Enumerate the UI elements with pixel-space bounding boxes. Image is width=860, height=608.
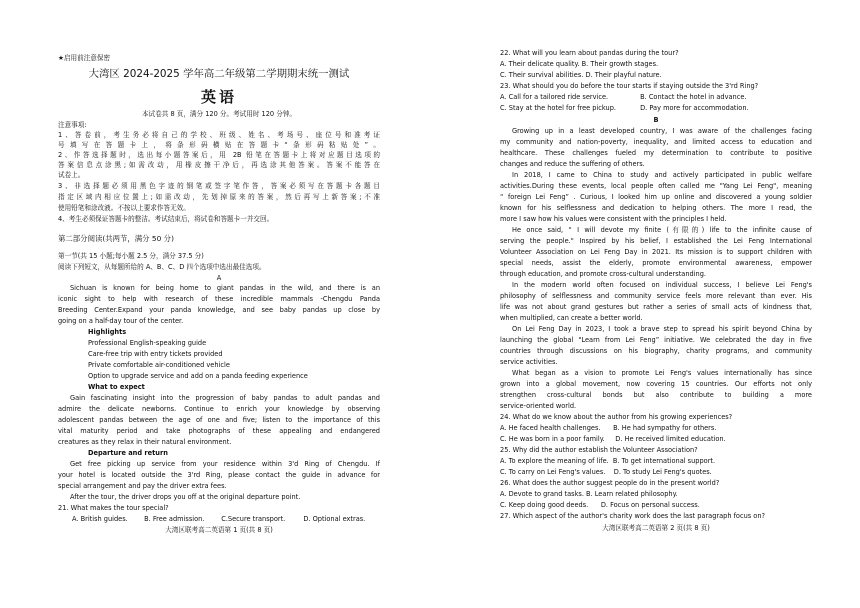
reading-instructions: 阅读下列短文，从每题所给的 A、B、C、D 四个选项中选出最佳选项。: [58, 263, 266, 271]
question-25-options[interactable]: C. To carry on Lei Feng's values. D. To study Lei Feng's quotes.: [500, 468, 712, 476]
confidential-label: ★启用前注意保密: [58, 54, 111, 62]
page-footer: 大湾区联考高二英语第 2 页(共 8 页): [602, 524, 710, 532]
exam-title: 大湾区 2024-2025 学年高二年级第二学期期末统一测试: [88, 68, 350, 80]
question-21: 21. What makes the tour special?: [58, 504, 169, 512]
question-23: 23. What should you do before the tour starts if staying outside the 3'rd Ring?: [500, 82, 759, 90]
passage-line: In 2018, I came to China to study and actively participated in public welfare: [512, 171, 812, 179]
highlight-item: Private comfortable air-conditioned vehicle: [88, 361, 230, 369]
passage-line: my community and nation-poverty, inequality, and limited access to education and: [500, 138, 812, 146]
highlight-item: Professional English-speaking guide: [88, 339, 207, 347]
passage-line: special arrangement and pay the driver extra fees.: [58, 482, 227, 490]
expect-heading: What to expect: [88, 383, 145, 391]
option-d[interactable]: D. Optional extras.: [303, 515, 366, 523]
question-24-options[interactable]: A. He faced health challenges. B. He had sympathy for others.: [500, 424, 717, 432]
notice-line: 3、非选择题必须用黑色字迹的钢笔或签字笔作答，答案必须写在答题卡各题目: [58, 182, 380, 190]
option-a[interactable]: A. Call for a tailored ride service.: [500, 93, 609, 101]
notice-line: 1、答卷前，考生务必将自己的学校、班级、姓名、考场号、座位号和准考证: [58, 131, 380, 139]
passage-a-letter: A: [216, 274, 222, 282]
passage-line: your hotel is located outside the 3'rd Ring, please contact the guide in advance for: [58, 471, 380, 479]
passage-line: He once said, “ I will devote my finite (有限的) life to the infinite cause of: [512, 226, 812, 234]
notice-line: 4、考生必须保证答题卡的整洁。考试结束后，将试卷和答题卡一并交回。: [58, 215, 274, 223]
passage-line: life was not about grand gestures but rather a series of small acts of kindness that,: [500, 303, 812, 311]
highlights-heading: Highlights: [88, 328, 127, 336]
notice-line: 答案信息点涂黑;如需改动，用橡皮擦干净后，再选涂其他答案。答案不能答在: [58, 161, 380, 169]
passage-line: Gain fascinating insight into the progression of baby pandas to adult pandas and: [70, 394, 380, 402]
option-a[interactable]: A. British guides.: [72, 515, 128, 523]
question-21-options: [72, 515, 372, 524]
question-24-options[interactable]: C. He was born in a poor family. D. He received limited education.: [500, 435, 726, 443]
question-24: 24. What do we know about the author from his growing experiences?: [500, 413, 733, 421]
question-22-options[interactable]: A. Their delicate quality. B. Their growth stages.: [500, 60, 659, 68]
highlight-item: Care-free trip with entry tickets provided: [88, 350, 223, 358]
page-footer: 大湾区联考高二英语第 1 页(共 8 页): [165, 526, 273, 534]
passage-line: In the modern world often focused on individual success, I believe Lei Feng's: [512, 281, 812, 289]
section-one-heading: 第一节(共 15 小题;每小题 2.5 分，满分 37.5 分): [58, 252, 204, 260]
notice-line: 试卷上。: [58, 171, 85, 179]
question-22: 22. What will you learn about pandas during the tour?: [500, 49, 679, 57]
passage-line: iconic sight to help with research of these incredible mammals -Chengdu Panda: [58, 295, 380, 303]
passage-line: On Lei Feng Day in 2023, I took a brave step to spread his spirit beyond China by: [512, 325, 812, 333]
passage-line: going on a half-day tour of the center.: [58, 317, 184, 325]
passage-line: Get free picking up service from your residence within 3'd Ring of Chengdu. If: [70, 460, 380, 468]
exam-info: 本试卷共 8 页，满分 120 分。考试用时 120 分钟。: [141, 110, 297, 118]
highlight-item: Option to upgrade service and add on a panda feeding experience: [88, 372, 308, 380]
notice-heading: 注意事项:: [58, 121, 87, 129]
notice-line: 号填写在答题卡上，将条形码横贴在答题卡“条形码粘贴处”。: [58, 141, 380, 149]
part-two-heading: 第二部分阅读(共两节，满分 50 分): [58, 234, 174, 243]
question-26: 26. What does the author suggest people do in the present world?: [500, 479, 720, 487]
option-c[interactable]: C.Secure transport.: [221, 515, 286, 523]
passage-line: admire the delicate newborns. Continue to enrich your knowledge by observing: [58, 405, 380, 413]
passage-b-letter: B: [653, 116, 659, 124]
passage-line: philosophy of selflessness and community service feels more relevant than ever. His: [500, 292, 812, 300]
passage-line: grown into a global movement, now covering 15 countries. Our efforts not only: [500, 380, 812, 388]
question-25: 25. Why did the author establish the Volunteer Association?: [500, 446, 698, 454]
passage-line: Growing up in a least developed country, I was aware of the challenges facing: [512, 127, 812, 135]
passage-line: serving the people." Inspired by his belief, I established the Lei Feng International: [500, 237, 812, 245]
question-26-options[interactable]: A. Devote to grand tasks. B. Learn related philosophy.: [500, 490, 678, 498]
passage-line: healthcare. These challenges fueled my determination to contribute to positive: [500, 149, 812, 157]
passage-line: changes and reduce the suffering of others.: [500, 160, 645, 168]
notice-line: 指定区域内相应位置上;如需改动，先划掉原来的答案，然后再写上新答案;不准: [58, 193, 380, 201]
passage-line: vital maturity period and take photographs of these appealing and endangered: [58, 427, 380, 435]
passage-line: more I saw how his values were consistent with the principles I held.: [500, 215, 727, 223]
subject-title: 英语: [200, 88, 237, 106]
option-d[interactable]: D. Pay more for accommodation.: [640, 104, 749, 112]
option-c[interactable]: C. Stay at the hotel for free pickup.: [500, 104, 617, 112]
question-25-options[interactable]: A. To explore the meaning of life. B. To get international support.: [500, 457, 716, 465]
passage-line: through education, and promote cross-cultural understanding.: [500, 270, 706, 278]
question-23-options-row: [500, 104, 812, 113]
passage-line: Sichuan is known for being home to giant pandas in the wild, and there is an: [70, 284, 380, 292]
question-26-options[interactable]: C. Keep doing good deeds. D. Focus on personal success.: [500, 501, 700, 509]
passage-line: “ foreign Lei Feng” . Curious, I looked him up online and discovered a young soldier: [500, 193, 812, 201]
question-22-options[interactable]: C. Their survival abilities. D. Their playful nature.: [500, 71, 662, 79]
passage-line: Breeding Center.Expand your panda knowledge, and see baby pandas up close by: [58, 306, 380, 314]
passage-line: special needs, assist the elderly, promote environmental awareness, empower: [500, 259, 812, 267]
passage-line: strengthen cross-cultural bonds but also contribute to building a more: [500, 391, 812, 399]
option-b[interactable]: B. Contact the hotel in advance.: [640, 93, 747, 101]
passage-line: After the tour, the driver drops you off at the original departure point.: [70, 493, 301, 501]
passage-line: when multiplied, can create a better world.: [500, 314, 643, 322]
question-23-options-row: [500, 93, 812, 102]
passage-line: What began as a vision to promote Lei Feng's values internationally has since: [512, 369, 812, 377]
passage-line: known for his selflessness and dedication to helping others. The more I read, the: [500, 204, 812, 212]
question-27: 27. Which aspect of the author's charity work does the last paragraph focus on?: [500, 512, 765, 520]
passage-line: adolescent pandas between the age of one and five; listen to the importance of this: [58, 416, 380, 424]
notice-line: 使用铅笔和涂改液。不按以上要求作答无效。: [58, 204, 190, 212]
option-b[interactable]: B. Free admission.: [144, 515, 205, 523]
passage-line: service activities.: [500, 358, 558, 366]
passage-line: Volunteer Association on Lei Feng Day in 2021. Its mission is to support children with: [500, 248, 812, 256]
departure-heading: Departure and return: [88, 449, 168, 457]
passage-line: service-oriented world.: [500, 402, 577, 410]
passage-line: launching the global "Learn from Lei Feng” initiative. We celebrated the day in five: [500, 336, 812, 344]
passage-line: creatures as they relax in their natural environment.: [58, 438, 232, 446]
passage-line: countries through discussions on his biography, charity programs, and community: [500, 347, 812, 355]
passage-line: activities.During these events, local people often called me "Yang Lei Feng", meaning: [500, 182, 812, 190]
notice-line: 2、作答选择题时，选出每小题答案后，用 2B 铅笔在答题卡上将对应题目选项的: [58, 151, 380, 159]
